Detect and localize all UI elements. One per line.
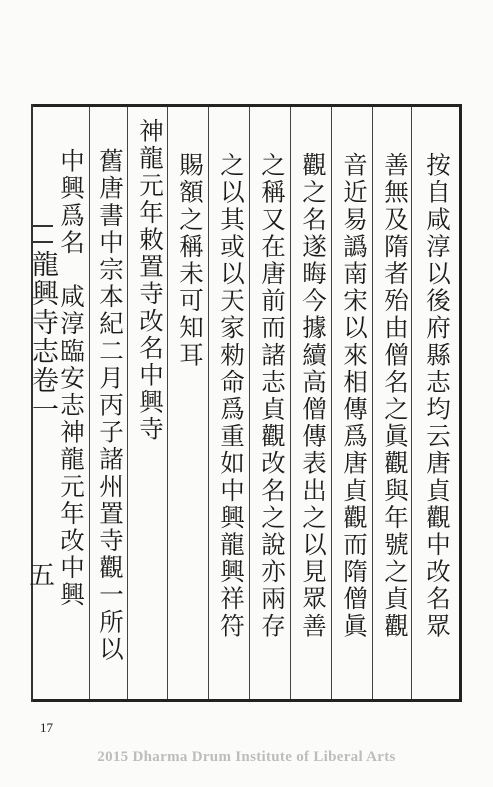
heading-column: 神龍元年敕置寺改名中興寺: [136, 118, 165, 444]
text-column-1: 按自咸淳以後府縣志均云唐貞觀中改名眾: [423, 152, 452, 640]
text-column-2: 善無及隋者殆由僧名之眞觀與年號之貞觀: [381, 152, 410, 640]
text-column-4: 觀之名遂晦今據續高僧傳表出之以見眾善: [299, 152, 328, 640]
margin-page-number: 五: [28, 561, 55, 591]
text-column-7: 賜額之稱未可知耳: [176, 152, 205, 369]
folio-number: 17: [40, 720, 53, 735]
column-rule: [249, 107, 250, 699]
text-column-3: 音近易譌南宋以來相傳爲唐貞觀而隋僧眞: [340, 152, 369, 640]
column-rule: [167, 107, 168, 699]
text-column-5: 之稱又在唐前而諸志貞觀改名之說亦兩存: [258, 152, 287, 640]
margin-book-title: 龍興寺志卷一: [27, 250, 58, 424]
watermark: 2015 Dharma Drum Institute of Liberal Arts: [97, 749, 396, 765]
column-rule: [127, 107, 128, 699]
column-rule: [331, 107, 332, 699]
column-rule: [372, 107, 373, 699]
margin-fish-tail-mark: [33, 225, 53, 243]
text-column-10: 中興爲名 咸淳臨安志神龍元年改中興: [57, 148, 86, 609]
column-rule: [89, 107, 90, 699]
column-rule: [290, 107, 291, 699]
column-rule: [208, 107, 209, 699]
text-column-6: 之以其或以天家勑命爲重如中興龍興祥符: [217, 152, 246, 640]
text-column-9: 舊唐書中宗本紀二月丙子諸州置寺觀一所以: [96, 148, 125, 663]
